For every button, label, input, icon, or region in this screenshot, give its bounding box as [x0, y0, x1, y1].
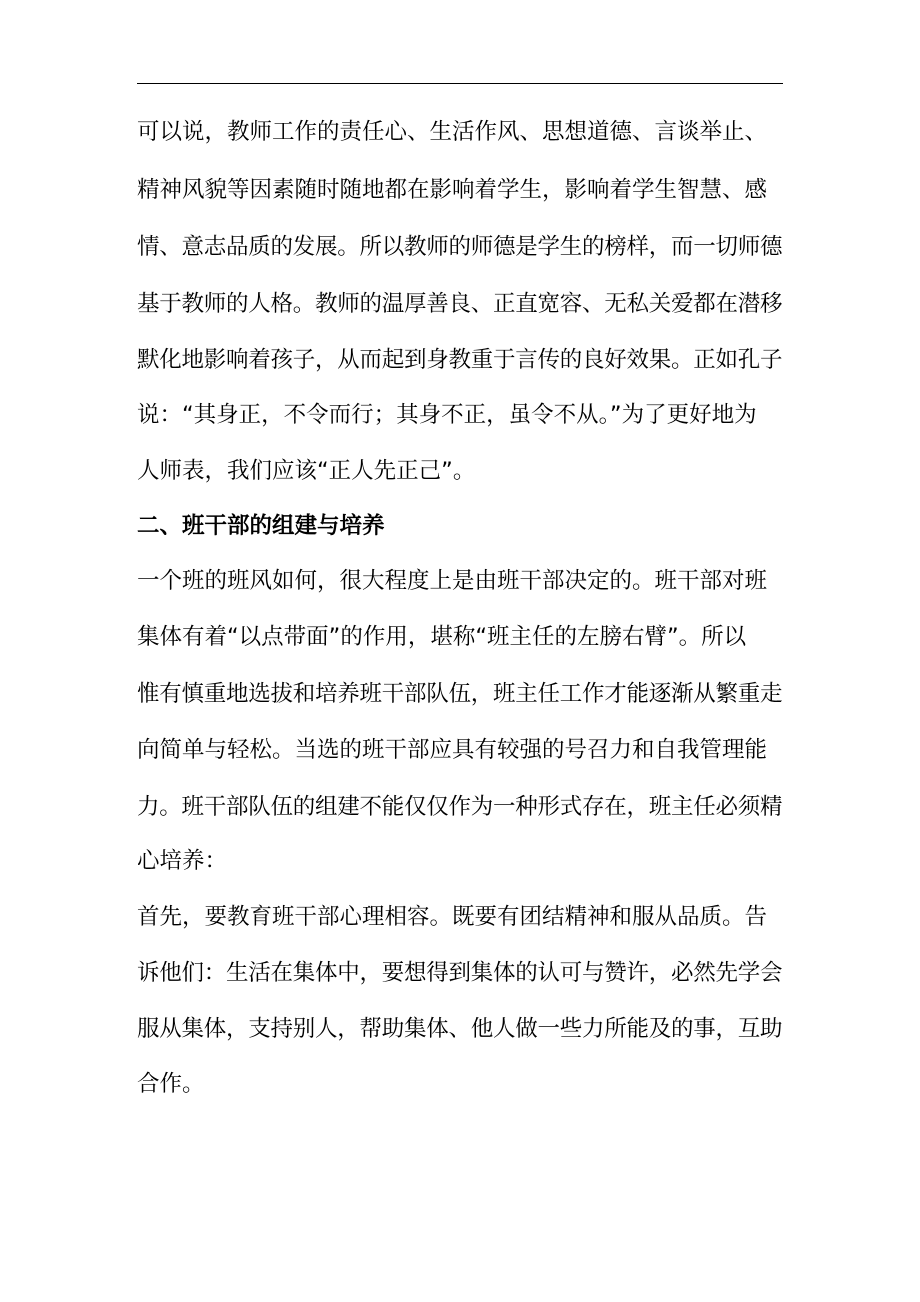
paragraph-line: 人师表，我们应该“正人先正己”。: [137, 458, 476, 484]
paragraph-line: 情、意志品质的发展。所以教师的师德是学生的榜样，而一切师德: [137, 234, 783, 260]
paragraph-line: 基于教师的人格。教师的温厚善良、正直宽容、无私关爱都在潜移: [137, 291, 783, 317]
header-rule: [137, 83, 783, 84]
paragraph-line: 诉他们：生活在集体中，要想得到集体的认可与赞许，必然先学会: [137, 960, 783, 986]
paragraph-line: 说：“其身正，不令而行；其身不正，虽令不从。”为了更好地为: [137, 402, 757, 428]
paragraph-line: 一个班的班风如何，很大程度上是由班干部决定的。班干部对班: [137, 568, 768, 594]
paragraph-line: 服从集体，支持别人，帮助集体、他人做一些力所能及的事，互助: [137, 1016, 783, 1042]
paragraph-line: 合作。: [137, 1071, 205, 1097]
paragraph-line: 首先，要教育班干部心理相容。既要有团结精神和服从品质。告: [137, 904, 768, 930]
paragraph-line: 默化地影响着孩子，从而起到身教重于言传的良好效果。正如孔子: [137, 347, 783, 373]
paragraph-line: 精神风貌等因素随时随地都在影响着学生，影响着学生智慧、感: [137, 177, 768, 203]
paragraph-line: 向简单与轻松。当选的班干部应具有较强的号召力和自我管理能: [137, 737, 768, 763]
paragraph-line: 惟有慎重地选拔和培养班干部队伍，班主任工作才能逐渐从繁重走: [137, 681, 783, 707]
paragraph-line: 力。班干部队伍的组建不能仅仅作为一种形式存在，班主任必须精: [137, 794, 783, 820]
section-heading: 二、班干部的组建与培养: [137, 513, 385, 539]
paragraph-line: 心培养：: [137, 848, 228, 874]
paragraph-line: 集体有着“以点带面”的作用，堪称“班主任的左膀右臂”。所以: [137, 624, 747, 650]
paragraph-line: 可以说，教师工作的责任心、生活作风、思想道德、言谈举止、: [137, 119, 768, 145]
